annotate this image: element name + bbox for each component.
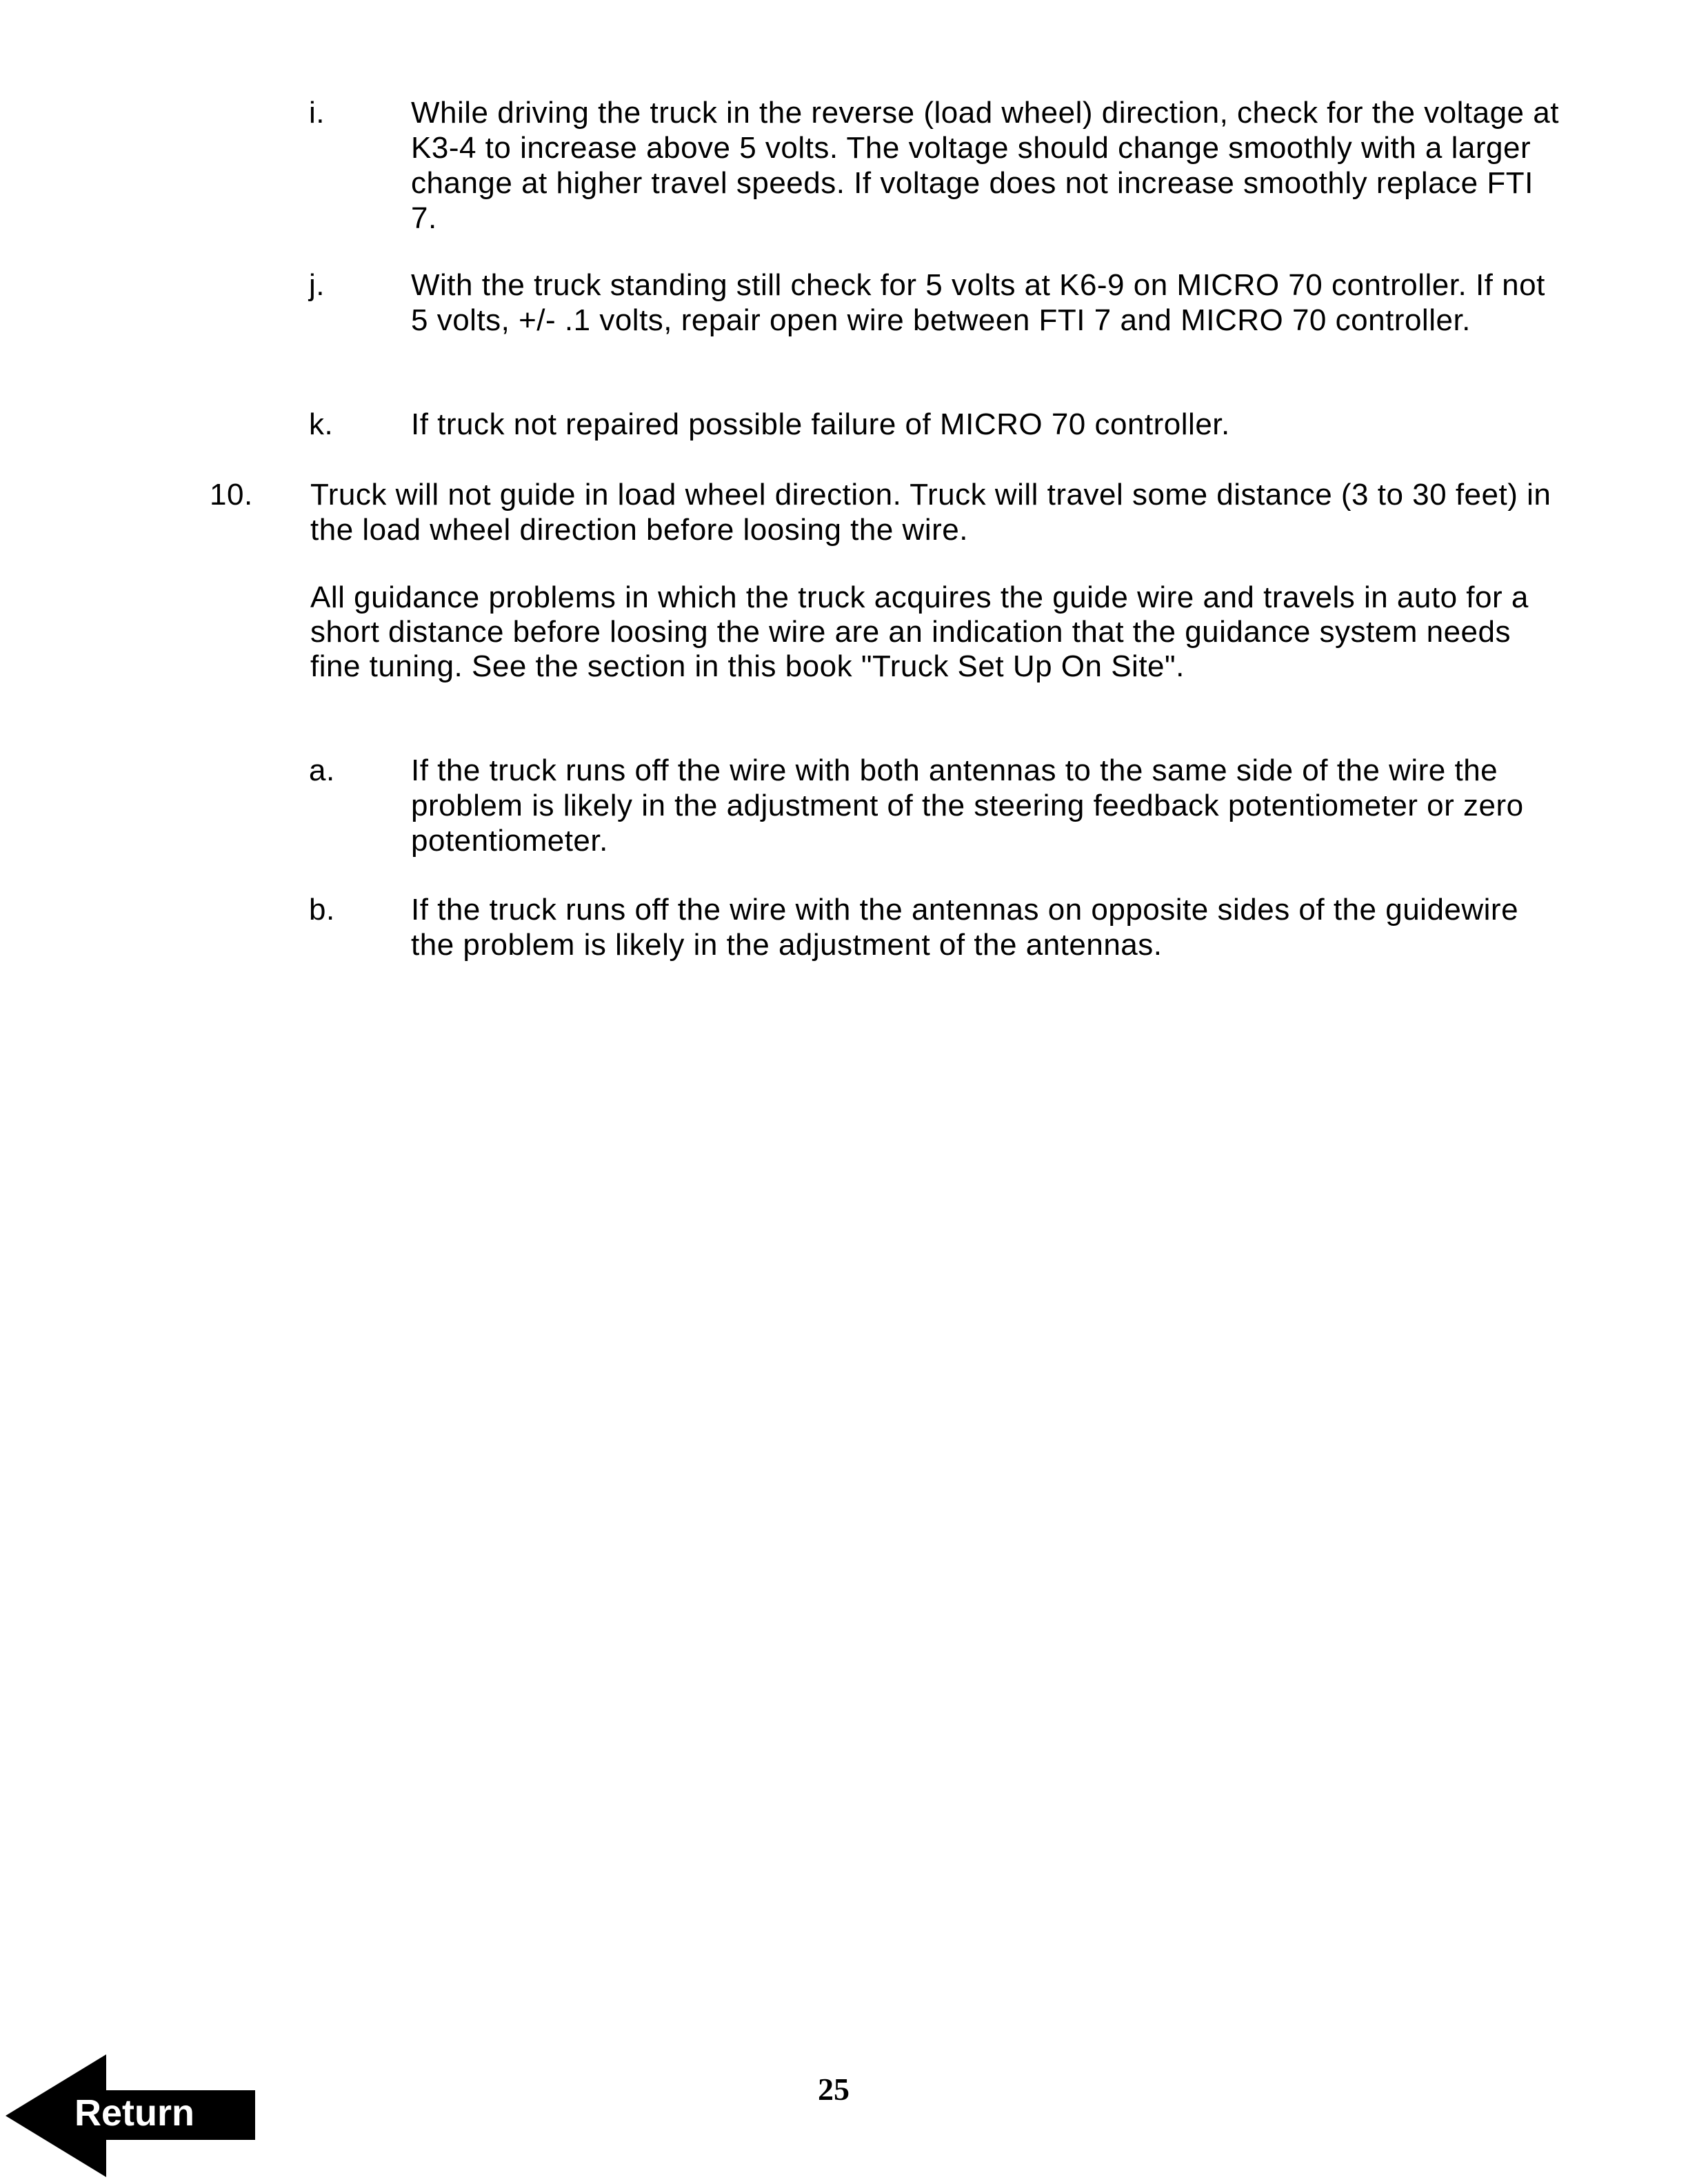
- list-marker: i.: [309, 96, 325, 130]
- list-marker: a.: [309, 754, 335, 787]
- list-marker: k.: [309, 407, 334, 441]
- page-number: 25: [818, 2072, 850, 2107]
- list-item-text: If truck not repaired possible failure of MICRO 70 controller.: [411, 407, 1230, 441]
- list-item-text: With the truck standing still check for 5 volts at K6-9 on MICRO 70 controller. If not 5 volts, +/- .1 volts, repair open wire between FTI 7 and MICRO 70 controller.: [411, 268, 1545, 337]
- list-marker: j.: [309, 268, 325, 302]
- list-item-text: Truck will not guide in load wheel direction. Truck will travel some distance (3 to 30 feet) in the load wheel direction before loosing the wire.: [310, 478, 1551, 547]
- return-button[interactable]: [6, 2054, 255, 2177]
- list-marker: b.: [309, 893, 335, 927]
- list-item-text: If the truck runs off the wire with both antennas to the same side of the wire the problem is likely in the adjustment of the steering feedback potentiometer or zero potentiometer.: [411, 754, 1524, 858]
- list-marker: 10.: [210, 478, 253, 512]
- list-item-text: If the truck runs off the wire with the antennas on opposite sides of the guidewire the problem is likely in the adjustment of the antennas.: [411, 893, 1519, 962]
- guidance-paragraph: All guidance problems in which the truck acquires the guide wire and travels in auto for a short distance before loosing the wire are an indication that the guidance system needs fine tuning. See the section in this book "Truck Set Up On Site".: [310, 580, 1529, 683]
- return-label: Return: [74, 2092, 194, 2134]
- list-item-text: While driving the truck in the reverse (load wheel) direction, check for the voltage at K3-4 to increase above 5 volts. The voltage should change smoothly with a larger change at higher travel speeds. If voltage does not increase smoothly replace FTI 7.: [411, 96, 1559, 235]
